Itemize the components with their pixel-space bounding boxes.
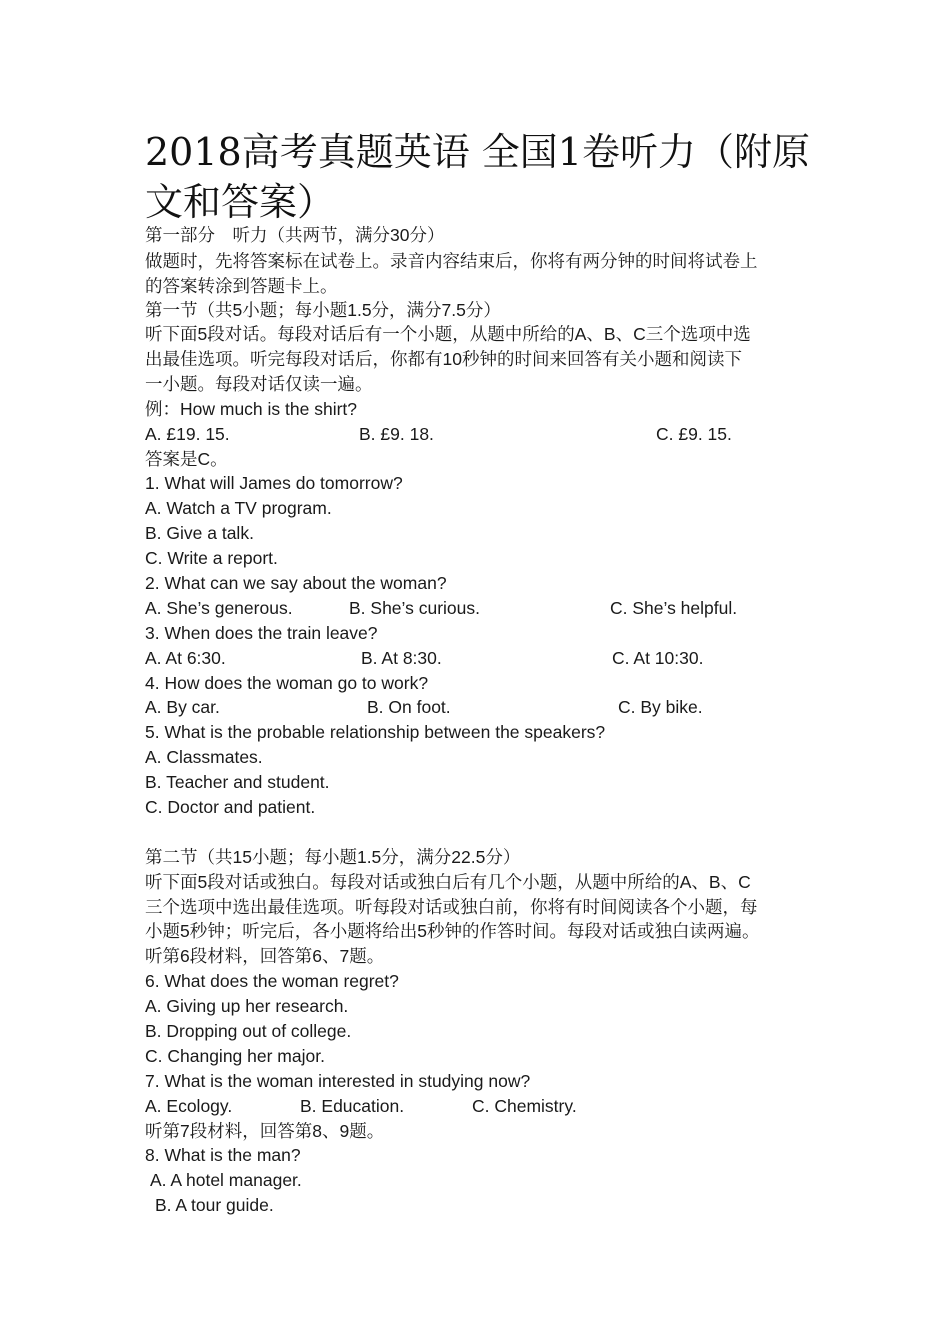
question-2-option-c: C. She’s helpful. [610,598,738,618]
question-4-option-c: C. By bike. [618,697,703,717]
question-6-option-b: B. Dropping out of college. [145,1021,352,1041]
question-2-option-a: A. She’s generous. [145,598,293,618]
section1-heading: 第一节（共5小题；每小题1.5分，满分7.5分） [145,300,501,320]
section2-directions-line: 小题5秒钟；听完后，各小题将给出5秒钟的作答时间。每段对话或独白读两遍。 [145,921,760,941]
example-answer: 答案是C。 [145,449,228,469]
question-6-option-a: A. Giving up her research. [145,996,349,1016]
question-1: 1. What will James do tomorrow? [145,473,403,493]
question-5: 5. What is the probable relationship between the speakers? [145,722,606,742]
example-question: 例：How much is the shirt? [145,399,358,419]
question-3: 3. When does the train leave? [145,623,378,643]
question-6: 6. What does the woman regret? [145,971,399,991]
question-1-option-a: A. Watch a TV program. [145,498,332,518]
question-3-option-c: C. At 10:30. [612,648,704,668]
section2-directions-line: 听下面5段对话或独白。每段对话或独白后有几个小题，从题中所给的A、B、C [145,872,751,892]
question-7-option-c: C. Chemistry. [472,1096,577,1116]
question-5-option-c: C. Doctor and patient. [145,797,316,817]
section1-directions-line: 出最佳选项。听完每段对话后，你都有10秒钟的时间来回答有关小题和阅读下 [145,349,742,369]
question-4-option-a: A. By car. [145,697,220,717]
question-4-option-b: B. On foot. [367,697,451,717]
question-1-option-b: B. Give a talk. [145,523,254,543]
material-7-intro: 听第7段材料，回答第8、9题。 [145,1121,385,1141]
section2-directions-line: 三个选项中选出最佳选项。听每段对话或独白前，你将有时间阅读各个小题，每 [145,897,758,917]
example-option-c: C. £9. 15. [656,424,732,444]
section2-heading: 第二节（共15小题；每小题1.5分，满分22.5分） [145,847,521,867]
part1-heading: 第一部分 听力（共两节，满分30分） [145,225,445,245]
question-6-option-c: C. Changing her major. [145,1046,325,1066]
question-7-option-b: B. Education. [300,1096,405,1116]
instructions-line: 的答案转涂到答题卡上。 [145,276,338,296]
question-2-option-b: B. She’s curious. [349,598,480,618]
question-8-option-b: B. A tour guide. [155,1195,274,1215]
section1-directions-line: 一小题。每段对话仅读一遍。 [145,374,373,394]
question-3-option-b: B. At 8:30. [361,648,442,668]
document-title: 2018高考真题英语 全国1卷听力（附原文和答案） [145,130,810,224]
question-7: 7. What is the woman interested in studying now? [145,1071,531,1091]
section1-directions-line: 听下面5段对话。每段对话后有一个小题，从题中所给的A、B、C三个选项中选 [145,324,751,344]
question-7-option-a: A. Ecology. [145,1096,233,1116]
question-2: 2. What can we say about the woman? [145,573,447,593]
material-6-intro: 听第6段材料，回答第6、7题。 [145,946,385,966]
question-8: 8. What is the man? [145,1145,301,1165]
instructions-line: 做题时，先将答案标在试卷上。录音内容结束后，你将有两分钟的时间将试卷上 [145,251,758,271]
question-5-option-a: A. Classmates. [145,747,263,767]
example-option-a: A. £19. 15. [145,424,230,444]
question-3-option-a: A. At 6:30. [145,648,226,668]
question-8-option-a: A. A hotel manager. [150,1170,302,1190]
question-1-option-c: C. Write a report. [145,548,278,568]
example-option-b: B. £9. 18. [359,424,434,444]
question-5-option-b: B. Teacher and student. [145,772,330,792]
question-4: 4. How does the woman go to work? [145,673,429,693]
